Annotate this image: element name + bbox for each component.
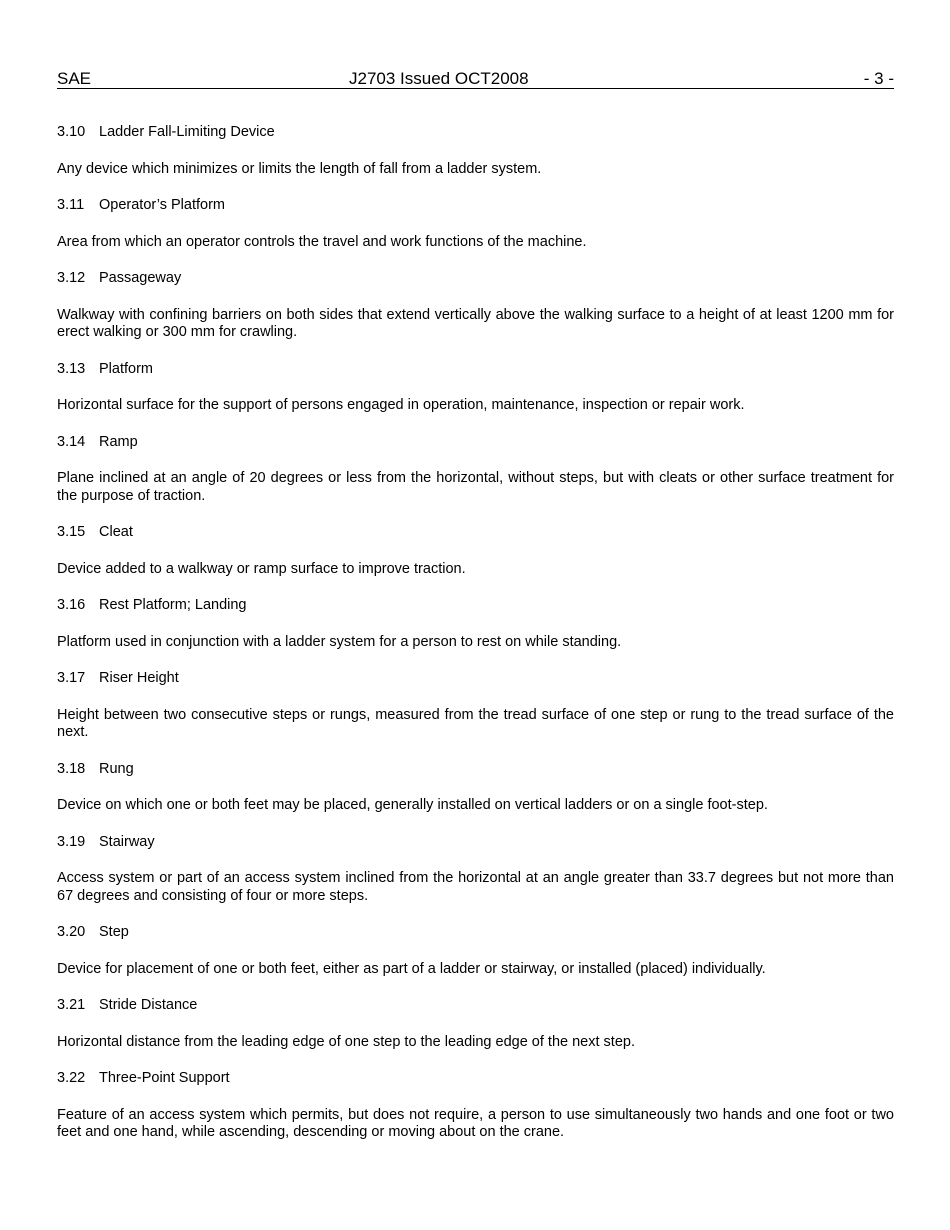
- section-title: Step: [99, 924, 129, 940]
- section-heading: [57, 197, 894, 215]
- definition-section: [57, 597, 894, 651]
- definition-section: [57, 434, 894, 506]
- section-title: Stairway: [99, 833, 155, 850]
- page-header: [57, 69, 894, 89]
- definition-section: [57, 361, 894, 415]
- section-text: Horizontal distance from the leading edge of one step to the leading edge of the next step.: [57, 1033, 635, 1050]
- section-number: 3.11: [57, 197, 85, 213]
- definition-section: [57, 524, 894, 578]
- definition-section: [57, 997, 894, 1051]
- section-text: Height between two consecutive steps or rungs, measured from the tread surface of one step or rung to the tread surface of the next.: [57, 706, 894, 740]
- section-text: Area from which an operator controls the travel and work functions of the machine.: [57, 233, 587, 250]
- section-heading: [57, 924, 894, 942]
- section-heading: [57, 761, 894, 779]
- definition-section: [57, 1070, 894, 1142]
- section-heading: [57, 124, 894, 142]
- section-title: Rest Platform; Landing: [99, 597, 247, 613]
- definition-section: [57, 197, 894, 251]
- section-number: 3.21: [57, 997, 86, 1013]
- section-title: Ramp: [99, 433, 138, 450]
- section-title: Passageway: [99, 270, 182, 286]
- definition-section: [57, 761, 894, 815]
- section-text: Feature of an access system which permits, but does not require, a person to use simultaneously two hands and one foot or two feet and one hand, while ascending, descending or moving about on the crane.: [57, 1106, 894, 1140]
- definition-section: [57, 270, 894, 342]
- section-heading: [57, 361, 894, 379]
- section-title: Riser Height: [99, 670, 179, 686]
- section-heading: [57, 524, 894, 542]
- definition-section: [57, 670, 894, 742]
- section-number: 3.18: [57, 760, 86, 777]
- header-document-id: J2703 Issued OCT2008: [349, 69, 529, 88]
- definition-section: [57, 924, 894, 978]
- section-title: Three-Point Support: [99, 1070, 230, 1086]
- section-text: Access system or part of an access system inclined from the horizontal at an angle greater than 33.7 degrees but not more than 67 degrees and consisting of four or more steps.: [57, 870, 894, 904]
- section-number: 3.17: [57, 670, 86, 686]
- section-title: Platform: [99, 360, 153, 377]
- section-number: 3.22: [57, 1070, 86, 1086]
- header-org: SAE: [57, 69, 92, 88]
- section-text: Any device which minimizes or limits the length of fall from a ladder system.: [57, 160, 542, 177]
- section-number: 3.19: [57, 833, 86, 850]
- section-heading: [57, 997, 894, 1015]
- definition-section: [57, 124, 894, 178]
- section-text: Walkway with confining barriers on both sides that extend vertically above the walking surface to a height of at least 1200 mm for erect walking or 300 mm for crawling.: [57, 306, 894, 340]
- section-text: Device for placement of one or both feet, either as part of a ladder or stairway, or installed (placed) individually.: [57, 960, 766, 977]
- section-heading: [57, 834, 894, 852]
- section-number: 3.20: [57, 924, 86, 940]
- section-text: Device added to a walkway or ramp surface to improve traction.: [57, 560, 466, 577]
- section-heading: [57, 1070, 894, 1088]
- section-heading: [57, 597, 894, 615]
- section-number: 3.10: [57, 124, 86, 140]
- section-number: 3.16: [57, 597, 86, 613]
- definitions-list: [57, 124, 894, 1161]
- definition-section: [57, 834, 894, 906]
- section-text: Platform used in conjunction with a ladder system for a person to rest on while standing.: [57, 633, 622, 650]
- section-text: Device on which one or both feet may be placed, generally installed on vertical ladders or on a single foot-step.: [57, 797, 768, 813]
- section-title: Rung: [99, 760, 134, 777]
- section-heading: [57, 434, 894, 452]
- section-number: 3.14: [57, 433, 86, 450]
- section-text: Horizontal surface for the support of persons engaged in operation, maintenance, inspection or repair work.: [57, 397, 745, 413]
- section-number: 3.12: [57, 270, 86, 286]
- section-heading: [57, 270, 894, 288]
- section-title: Ladder Fall-Limiting Device: [99, 124, 275, 140]
- header-page-number: - 3 -: [863, 69, 894, 88]
- section-title: Stride Distance: [99, 997, 198, 1013]
- section-heading: [57, 670, 894, 688]
- section-title: Operator’s Platform: [99, 197, 225, 213]
- section-title: Cleat: [99, 524, 133, 540]
- section-number: 3.15: [57, 524, 86, 540]
- section-text: Plane inclined at an angle of 20 degrees or less from the horizontal, without steps, but with cleats or other surface treatment for the purpose of traction.: [57, 470, 894, 504]
- section-number: 3.13: [57, 360, 86, 377]
